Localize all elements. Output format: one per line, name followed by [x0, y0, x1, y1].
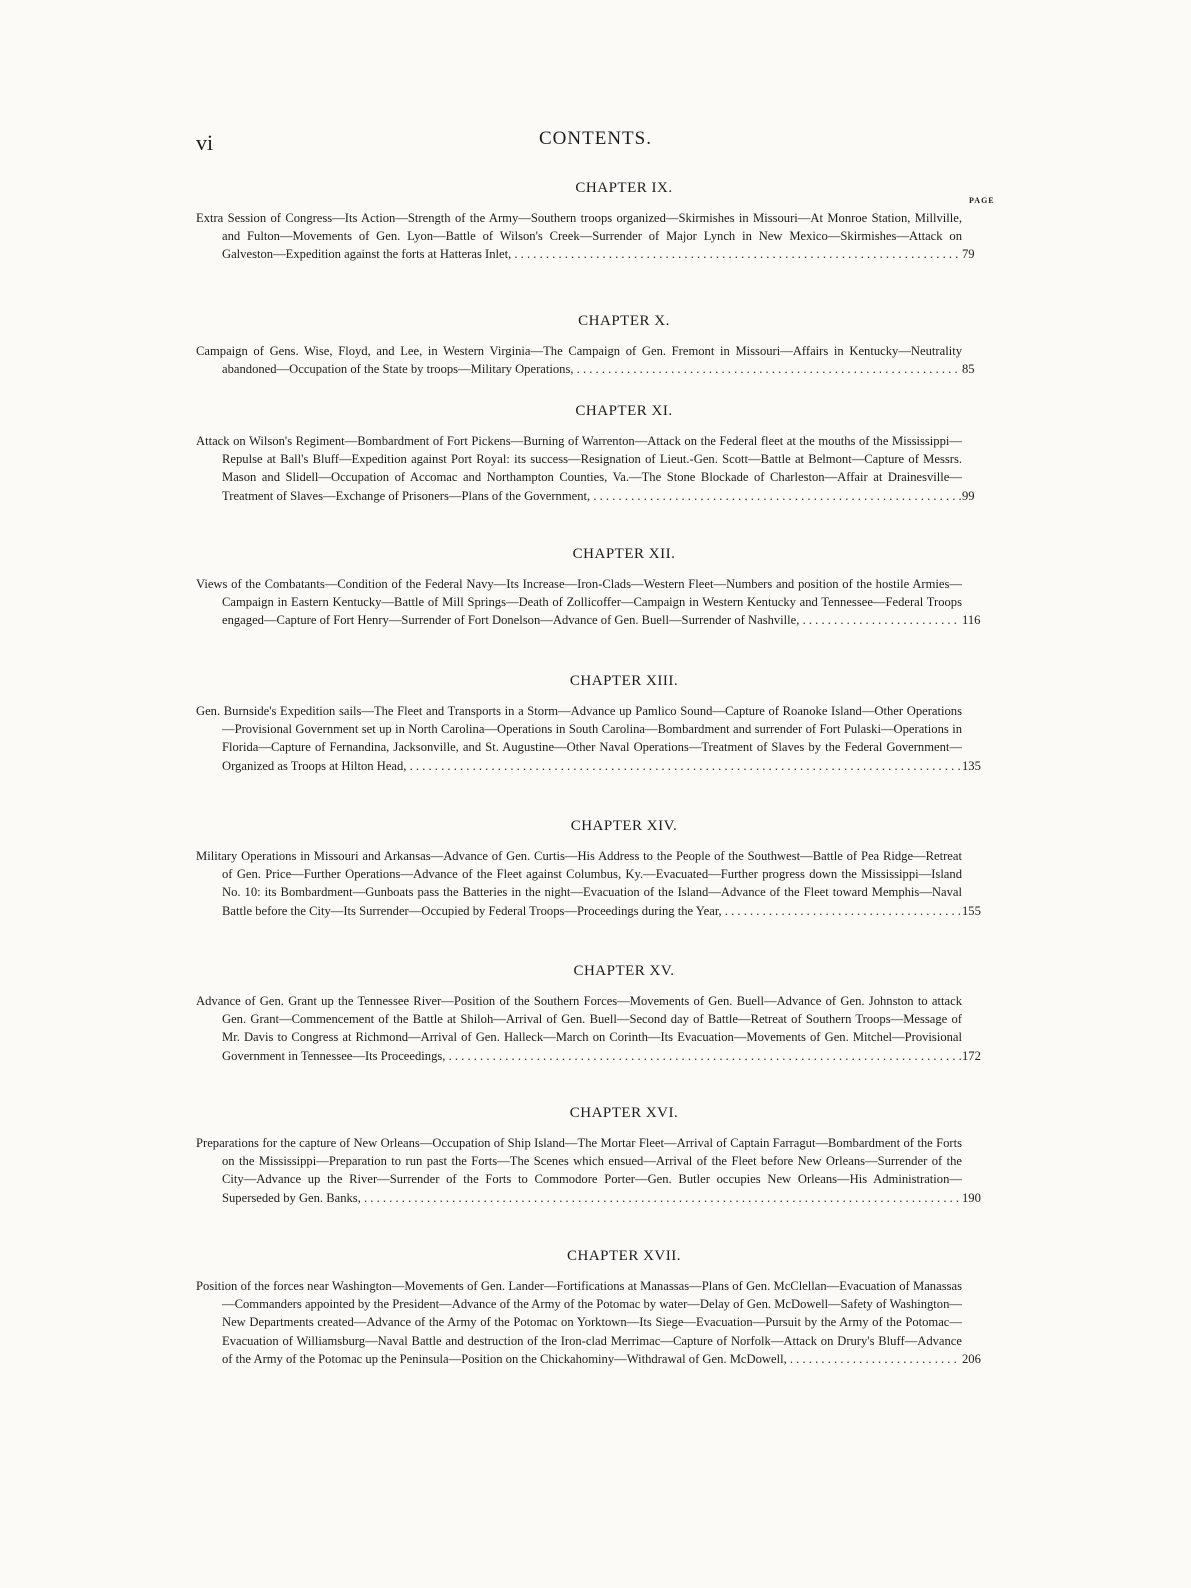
chapter-entry [196, 673, 981, 775]
page-column-label: PAGE [969, 196, 995, 205]
leader-dots: . . . . . . . . . . . . . . . . . . . . . . . . . [799, 613, 957, 628]
chapter-heading: CHAPTER X. [578, 313, 670, 329]
chapter-summary-text: Gen. Burnside's Expedition sails—The Fleet and Transports in a Storm—Advance up Pamlico Sound—Capture of Roanoke Island—Other Operations—Provisional Government set up in North Carolina—Operations in South Carolina—Bombardment and surrender of Fort Pulaski—Operations in Florida—Capture of Fernandina, Jacksonville, and St. Augustine—Other Naval Operations—Treatment of Slaves by the Federal Government—Organized as Troops at Hilton Head, [196, 704, 962, 773]
chapter-summary-text: Advance of Gen. Grant up the Tennessee River—Position of the Southern Forces—Movements of Gen. Buell—Advance of Gen. Johnston to attack Gen. Grant—Commencement of the Battle at Shiloh—Arrival of Gen. Buell—Second day of Battle—Retreat of Southern Troops—Message of Mr. Davis to Congress at Richmond—Arrival of Gen. Halleck—March on Corinth—Its Evacuation—Movements of Gen. Mitchel—Provisional Government in Tennessee—Its Proceedings, [196, 994, 962, 1063]
chapter-summary-text: Extra Session of Congress—Its Action—Strength of the Army—Southern troops organized—Skirmishes in Missouri—At Monroe Station, Millville, and Fulton—Movements of Gen. Lyon—Battle of Wilson's Creek—Surrender of Major Lynch in New Mexico—Skirmishes—Attack on Galveston—Expedition against the forts at Hatteras Inlet, [196, 211, 962, 262]
chapter-summary-text: Views of the Combatants—Condition of the Federal Navy—Its Increase—Iron-Clads—Western Fleet—Numbers and position of the hostile Armies—Campaign in Eastern Kentucky—Battle of Mill Springs—Death of Zollicoffer—Campaign in Western Kentucky and Tennessee—Federal Troops engaged—Capture of Fort Henry—Surrender of Fort Donelson—Advance of Gen. Buell—Surrender of Nashville, [196, 577, 962, 628]
chapter-summary-text: Military Operations in Missouri and Arkansas—Advance of Gen. Curtis—His Address to the People of the Southwest—Battle of Pea Ridge—Retreat of Gen. Price—Further Operations—Advance of the Fleet against Columbus, Ky.—Evacuated—Further progress down the Mississippi—Island No. 10: its Bombardment—Gunboats pass the Batteries in the night—Evacuation of the Island—Advance of the Fleet toward Memphis—Naval Battle before the City—Its Surrender—Occupied by Federal Troops—Proceedings during the Year, [196, 849, 962, 918]
leader-dots: . . . . . . . . . . . . . . . . . . . . . . . . . . . . . . . . . . . . . . . . . . . . . . . . . . . . . . . . . . . . . . . . . . . . . . . . . . . . . . . . . . . . . . . . [406, 758, 961, 773]
chapter-summary-text: Campaign of Gens. Wise, Floyd, and Lee, in Western Virginia—The Campaign of Gen. Fremont in Missouri—Affairs in Kentucky—Neutrality abandoned—Occupation of the State by troops—Military Operations, [196, 344, 962, 377]
leader-dots: . . . . . . . . . . . . . . . . . . . . . . . . . . . . . . . . . . . . . . [721, 903, 961, 918]
chapter-summary: Gen. Burnside's Expedition sails—The Fleet and Transports in a Storm—Advance up Pamlico Sound—Capture of Roanoke Island—Other Operations—Provisional Government set up in North Carolina—Operations in South Carolina—Bombardment and surrender of Fort Pulaski—Operations in Florida—Capture of Fernandina, Jacksonville, and St. Augustine—Other Naval Operations—Treatment of Slaves by the Federal Government—Organized as Troops at Hilton Head, . . . . . . . . . . . . . . . . . . . . . . . . . . . . . . . . . . . . . . . . . . . . . . . . . . . . . . . . . . . . . . . . . . . . . . . . . . . . . . . . . . . . . . . . 135 [196, 704, 981, 773]
chapter-entry [196, 403, 975, 505]
chapter-heading: CHAPTER XV. [573, 963, 675, 979]
chapter-summary: Advance of Gen. Grant up the Tennessee River—Position of the Southern Forces—Movements of Gen. Buell—Advance of Gen. Johnston to attack Gen. Grant—Commencement of the Battle at Shiloh—Arrival of Gen. Buell—Second day of Battle—Retreat of Southern Troops—Message of Mr. Davis to Congress at Richmond—Arrival of Gen. Halleck—March on Corinth—Its Evacuation—Movements of Gen. Mitchel—Provisional Government in Tennessee—Its Proceedings, . . . . . . . . . . . . . . . . . . . . . . . . . . . . . . . . . . . . . . . . . . . . . . . . . . . . . . . . . . . . . . . . . . . . . . . . . . . . . . . . . . 172 [196, 994, 981, 1063]
page-folio: vi [196, 130, 214, 155]
chapter-summary: Military Operations in Missouri and Arkansas—Advance of Gen. Curtis—His Address to the People of the Southwest—Battle of Pea Ridge—Retreat of Gen. Price—Further Operations—Advance of the Fleet against Columbus, Ky.—Evacuated—Further progress down the Mississippi—Island No. 10: its Bombardment—Gunboats pass the Batteries in the night—Evacuation of the Island—Advance of the Fleet toward Memphis—Naval Battle before the City—Its Surrender—Occupied by Federal Troops—Proceedings during the Year, . . . . . . . . . . . . . . . . . . . . . . . . . . . . . . . . . . . . . . 155 [196, 849, 981, 918]
chapter-entry [196, 1248, 981, 1368]
chapter-heading: CHAPTER XIV. [570, 818, 678, 834]
chapter-summary: Campaign of Gens. Wise, Floyd, and Lee, in Western Virginia—The Campaign of Gen. Fremont in Missouri—Affairs in Kentucky—Neutrality abandoned—Occupation of the State by troops—Military Operations, . . . . . . . . . . . . . . . . . . . . . . . . . . . . . . . . . . . . . . . . . . . . . . . . . . . . . . . . . . . . . 85 [196, 344, 975, 377]
leader-dots: . . . . . . . . . . . . . . . . . . . . . . . . . . . . . . . . . . . . . . . . . . . . . . . . . . . . . . . . . . . [590, 488, 962, 503]
chapter-entry [196, 963, 981, 1065]
page-title: CONTENTS. [539, 128, 652, 149]
chapter-entry [196, 180, 975, 264]
chapter-entry [196, 313, 975, 378]
chapter-entry [196, 818, 981, 920]
chapter-heading: CHAPTER XI. [575, 403, 673, 419]
chapter-heading: CHAPTER XVI. [569, 1105, 679, 1121]
chapter-summary-text: Position of the forces near Washington—Movements of Gen. Lander—Fortifications at Manassas—Plans of Gen. McClellan—Evacuation of Manassas—Commanders appointed by the President—Advance of the Army of the Potomac by water—Delay of Gen. McDowell—Safety of Washington—New Departments created—Advance of the Army of the Potomac on Yorktown—Its Siege—Evacuation—Pursuit by the Army of the Potomac—Evacuation of Williamsburg—Naval Battle and destruction of the Iron-clad Merrimac—Capture of Norfolk—Attack on Drury's Bluff—Advance of the Army of the Potomac up the Peninsula—Position on the Chickahominy—Withdrawal of Gen. McDowell, [196, 1279, 962, 1366]
leader-dots: . . . . . . . . . . . . . . . . . . . . . . . . . . . . . . . . . . . . . . . . . . . . . . . . . . . . . . . . . . . . . . . . . . . . . . . . . . . . . . . . . . . . . . . . . . . . . . . [360, 1190, 960, 1205]
chapter-heading: CHAPTER IX. [575, 180, 673, 196]
chapter-heading: CHAPTER XIII. [569, 673, 679, 689]
leader-dots: . . . . . . . . . . . . . . . . . . . . . . . . . . . . . . . . . . . . . . . . . . . . . . . . . . . . . . . . . . . . . [573, 362, 958, 377]
leader-dots: . . . . . . . . . . . . . . . . . . . . . . . . . . . . . . . . . . . . . . . . . . . . . . . . . . . . . . . . . . . . . . . . . . . . . . . . . . . . . . . . . . [445, 1048, 962, 1063]
chapter-summary: Preparations for the capture of New Orleans—Occupation of Ship Island—The Mortar Fleet—Arrival of Captain Farragut—Bombardment of the Forts on the Mississippi—Preparation to run past the Forts—The Scenes which ensued—Arrival of the Fleet before New Orleans—Surrender of the City—Advance up the River—Surrender of the Forts to Commodore Porter—Gen. Butler occupies New Orleans—His Administration—Superseded by Gen. Banks, . . . . . . . . . . . . . . . . . . . . . . . . . . . . . . . . . . . . . . . . . . . . . . . . . . . . . . . . . . . . . . . . . . . . . . . . . . . . . . . . . . . . . . . . . . . . . . . 190 [196, 1136, 981, 1205]
leader-dots: . . . . . . . . . . . . . . . . . . . . . . . . . . . . . . . . . . . . . . . . . . . . . . . . . . . . . . . . . . . . . . . . . . . . . . . [511, 247, 959, 262]
chapter-entry [196, 546, 981, 630]
chapter-summary: Attack on Wilson's Regiment—Bombardment of Fort Pickens—Burning of Warrenton—Attack on the Federal fleet at the mouths of the Mississippi—Repulse at Ball's Bluff—Expedition against Port Royal: its success—Resignation of Lieut.-Gen. Scott—Battle at Belmont—Capture of Messrs. Mason and Slidell—Occupation of Accomac and Northampton Counties, Va.—The Stone Blockade of Charleston—Affair at Drainesville—Treatment of Slaves—Exchange of Prisoners—Plans of the Government, . . . . . . . . . . . . . . . . . . . . . . . . . . . . . . . . . . . . . . . . . . . . . . . . . . . . . . . . . . . 99 [196, 434, 975, 503]
leader-dots: . . . . . . . . . . . . . . . . . . . . . . . . . . . [786, 1351, 957, 1366]
chapter-entry [196, 1105, 981, 1207]
chapter-summary-text: Attack on Wilson's Regiment—Bombardment of Fort Pickens—Burning of Warrenton—Attack on the Federal fleet at the mouths of the Mississippi—Repulse at Ball's Bluff—Expedition against Port Royal: its success—Resignation of Lieut.-Gen. Scott—Battle at Belmont—Capture of Messrs. Mason and Slidell—Occupation of Accomac and Northampton Counties, Va.—The Stone Blockade of Charleston—Affair at Drainesville—Treatment of Slaves—Exchange of Prisoners—Plans of the Government, [196, 434, 962, 503]
chapter-summary-text: Preparations for the capture of New Orleans—Occupation of Ship Island—The Mortar Fleet—Arrival of Captain Farragut—Bombardment of the Forts on the Mississippi—Preparation to run past the Forts—The Scenes which ensued—Arrival of the Fleet before New Orleans—Surrender of the City—Advance up the River—Surrender of the Forts to Commodore Porter—Gen. Butler occupies New Orleans—His Administration—Superseded by Gen. Banks, [196, 1136, 962, 1205]
chapter-heading: CHAPTER XII. [572, 546, 676, 562]
chapter-summary: Views of the Combatants—Condition of the Federal Navy—Its Increase—Iron-Clads—Western Fleet—Numbers and position of the hostile Armies—Campaign in Eastern Kentucky—Battle of Mill Springs—Death of Zollicoffer—Campaign in Western Kentucky and Tennessee—Federal Troops engaged—Capture of Fort Henry—Surrender of Fort Donelson—Advance of Gen. Buell—Surrender of Nashville, . . . . . . . . . . . . . . . . . . . . . . . . . 116 [196, 577, 981, 628]
chapter-summary: Extra Session of Congress—Its Action—Strength of the Army—Southern troops organized—Skirmishes in Missouri—At Monroe Station, Millville, and Fulton—Movements of Gen. Lyon—Battle of Wilson's Creek—Surrender of Major Lynch in New Mexico—Skirmishes—Attack on Galveston—Expedition against the forts at Hatteras Inlet, . . . . . . . . . . . . . . . . . . . . . . . . . . . . . . . . . . . . . . . . . . . . . . . . . . . . . . . . . . . . . . . . . . . . . . . 79 [196, 211, 975, 262]
chapter-summary: Position of the forces near Washington—Movements of Gen. Lander—Fortifications at Manassas—Plans of Gen. McClellan—Evacuation of Manassas—Commanders appointed by the President—Advance of the Army of the Potomac by water—Delay of Gen. McDowell—Safety of Washington—New Departments created—Advance of the Army of the Potomac on Yorktown—Its Siege—Evacuation—Pursuit by the Army of the Potomac—Evacuation of Williamsburg—Naval Battle and destruction of the Iron-clad Merrimac—Capture of Norfolk—Attack on Drury's Bluff—Advance of the Army of the Potomac up the Peninsula—Position on the Chickahominy—Withdrawal of Gen. McDowell, . . . . . . . . . . . . . . . . . . . . . . . . . . . 206 [196, 1279, 981, 1366]
chapter-heading: CHAPTER XVII. [567, 1248, 681, 1264]
